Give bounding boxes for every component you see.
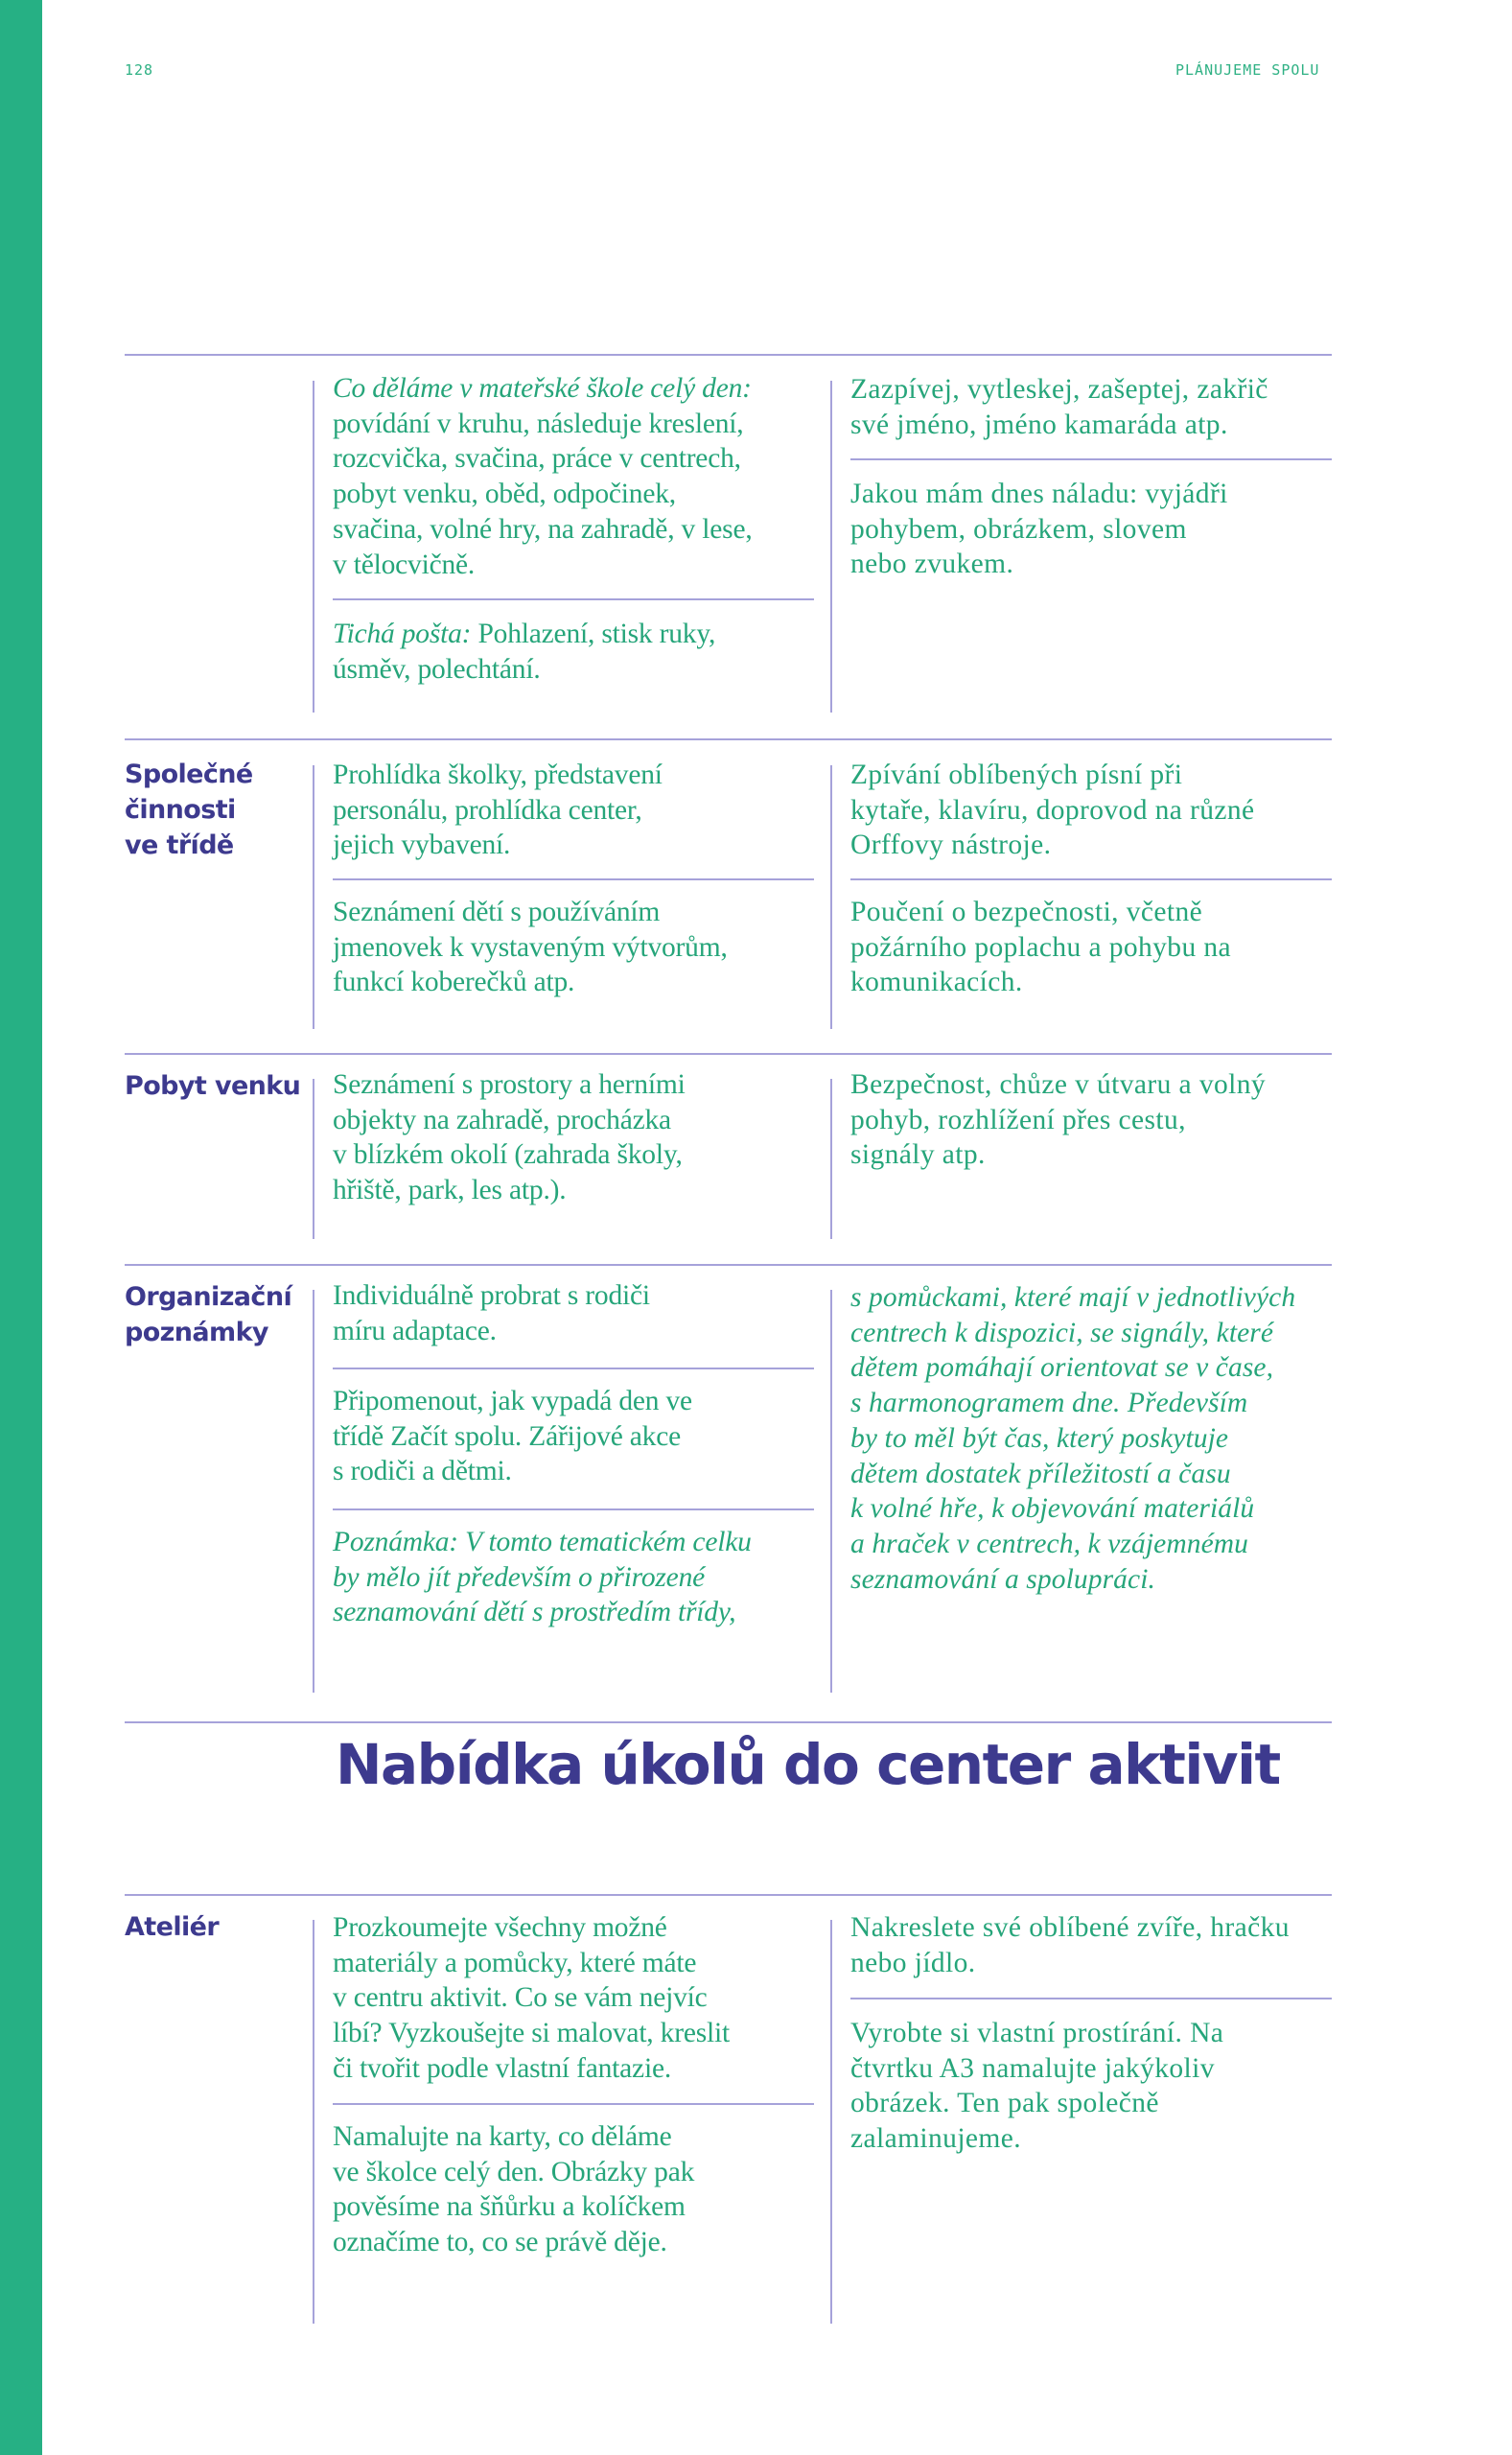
text-line: nebo zvukem. (850, 549, 1014, 580)
section-title: Nabídka úkolů do center aktivit (336, 1732, 1280, 1797)
text-line: Seznámení dětí s používáním (333, 897, 661, 927)
text-line: nebo jídlo. (850, 1947, 976, 1978)
text-line: Individuálně probrat s rodiči (333, 1280, 650, 1311)
text-line: personálu, prohlídka center, (333, 794, 642, 826)
row-rule (125, 1053, 1332, 1055)
text-line: seznamování a spolupráci. (850, 1563, 1155, 1595)
text-line: objekty na zahradě, procházka (333, 1104, 671, 1135)
column-rule (830, 381, 832, 713)
column-rule (830, 1920, 832, 2324)
row-label-spolecne-cinnosti (125, 757, 253, 863)
text-line: míru adaptace. (333, 1315, 497, 1346)
pobyt-seznameni (333, 1067, 686, 1208)
text-line: svačina, volné hry, na zahradě, v lese, (333, 513, 753, 545)
text-line: Co děláme v mateřské škole celý den: (333, 373, 752, 404)
column-rule (313, 381, 314, 713)
intro-daily-routine (333, 371, 753, 582)
row-rule (125, 1894, 1332, 1896)
label-line: ve třídě (125, 830, 234, 860)
text-line: signály atp. (850, 1139, 986, 1171)
text-line: požárního poplachu a pohybu na (850, 931, 1232, 963)
block-divider (333, 2103, 814, 2105)
column-rule (830, 1290, 832, 1693)
text-line: zalaminujeme. (850, 2123, 1022, 2155)
pobyt-bezpecnost (850, 1067, 1266, 1173)
text-line: v centru aktivit. Co se vám nejvíc (333, 1982, 708, 2014)
spolecne-pouceni (850, 895, 1231, 1000)
text-line: Prohlídka školky, představení (333, 760, 663, 790)
column-rule (313, 1920, 314, 2324)
label-line: Společné (125, 760, 253, 789)
text-line: Bezpečnost, chůze v útvaru a volný (850, 1069, 1267, 1100)
organizacni-poznamka (333, 1525, 752, 1630)
text-line: úsměv, polechtání. (333, 653, 541, 685)
column-rule (313, 1079, 314, 1239)
label-line: činnosti (125, 795, 236, 825)
text-line: Namalujte na karty, co děláme (333, 2121, 672, 2152)
text-line: by to měl být čas, který poskytuje (850, 1422, 1229, 1454)
text-line: Vyrobte si vlastní prostírání. Na (850, 2018, 1224, 2048)
text-line: čtvrtku A3 namalujte jakýkoliv (850, 2052, 1215, 2084)
text-line: Poučení o bezpečnosti, včetně (850, 897, 1203, 927)
section-rule (125, 1721, 1332, 1723)
atelier-prozkoumejte (333, 1910, 730, 2087)
organizacni-adaptace (333, 1278, 650, 1348)
spolecne-jmenovky (333, 895, 728, 1000)
text-line: s harmonogramem dne. Především (850, 1388, 1248, 1419)
italic-lead: Tichá pošta: (333, 619, 472, 649)
text-line: Zpívání oblíbených písní při (850, 760, 1183, 790)
block-divider (850, 878, 1332, 880)
atelier-prostirani (850, 2016, 1223, 2157)
row-rule (125, 1264, 1332, 1266)
text-line: rozcvička, svačina, práce v centrech, (333, 443, 741, 475)
organizacni-poznamka-continued (850, 1280, 1295, 1597)
text-line: k volné hře, k objevování materiálů (850, 1493, 1255, 1525)
text-line: povídání v kruhu, následuje kreslení, (333, 408, 744, 439)
text-line: kytaře, klavíru, doprovod na různé (850, 794, 1255, 826)
spolecne-zpivani (850, 758, 1255, 863)
column-rule (830, 765, 832, 1029)
row-label-atelier (125, 1909, 219, 1945)
running-title: PLÁNUJEME SPOLU (1175, 61, 1320, 79)
block-divider (850, 458, 1332, 460)
block-divider (333, 1508, 814, 1510)
text-line: a hraček v centrech, k vzájemnému (850, 1528, 1249, 1559)
text-line: Zazpívej, vytleskej, zašeptej, zakřič (850, 374, 1268, 405)
text-line: líbí? Vyzkoušejte si malovat, kreslit (333, 2018, 730, 2049)
column-rule (313, 1290, 314, 1693)
text-line: Poznámka: V tomto tematickém celku (333, 1527, 752, 1557)
row-label-organizacni-poznamky (125, 1279, 291, 1350)
text-line: hřiště, park, les atp.). (333, 1175, 567, 1206)
text-line: Orffovy nástroje. (850, 830, 1052, 861)
text-line: ve školce celý den. Obrázky pak (333, 2156, 695, 2187)
text-line: centrech k dispozici, se signály, které (850, 1317, 1274, 1348)
text-line: dětem pomáhají orientovat se v čase, (850, 1352, 1274, 1384)
text-line: jejich vybavení. (333, 830, 511, 861)
text-line: Připomenout, jak vypadá den ve (333, 1386, 692, 1416)
block-divider (333, 1368, 814, 1369)
green-side-band (0, 0, 42, 2455)
label-line: Organizační (125, 1282, 292, 1312)
text-line: pobyt venku, oběd, odpočinek, (333, 479, 676, 510)
text-line: s rodiči a dětmi. (333, 1456, 512, 1487)
label-line: Ateliér (125, 1912, 220, 1942)
text-line: Prozkoumejte všechny možné (333, 1912, 667, 1943)
text-line: seznamování dětí s prostředím třídy, (333, 1597, 736, 1628)
text-line: s pomůckami, které mají v jednotlivých (850, 1282, 1296, 1313)
label-line: Pobyt venku (125, 1071, 301, 1101)
organizacni-pripomenout (333, 1384, 692, 1489)
text-line: jmenovek k vystaveným výtvorům, (333, 931, 728, 963)
intro-ticha-posta (333, 617, 715, 687)
text-line: označíme to, co se právě děje. (333, 2227, 667, 2258)
text-line: pohyb, rozhlížení přes cestu, (850, 1104, 1186, 1135)
intro-nalada (850, 477, 1228, 582)
text-line: by mělo jít především o přirozené (333, 1561, 706, 1593)
block-divider (333, 878, 814, 880)
text-line: Seznámení s prostory a herními (333, 1069, 686, 1100)
text-line: v tělocvičně. (333, 549, 476, 580)
text-line: Nakreslete své oblíbené zvíře, hračku (850, 1912, 1290, 1943)
row-rule (125, 354, 1332, 356)
text-line: komunikacích. (850, 967, 1023, 998)
text-line: či tvořit podle vlastní fantazie. (333, 2052, 672, 2084)
atelier-nakreslete (850, 1910, 1290, 1980)
block-divider (850, 1998, 1332, 1999)
text-line: pohybem, obrázkem, slovem (850, 513, 1187, 545)
page-number: 128 (125, 61, 154, 79)
row-rule (125, 738, 1332, 740)
text-line: v blízkém okolí (zahrada školy, (333, 1139, 683, 1171)
text-line: obrázek. Ten pak společně (850, 2088, 1159, 2119)
text-line: funkcí koberečků atp. (333, 967, 575, 998)
text-line: své jméno, jméno kamaráda atp. (850, 409, 1228, 440)
text-line (333, 617, 715, 652)
block-divider (333, 598, 814, 600)
intro-zazpivej (850, 372, 1268, 442)
spolecne-prohlidka (333, 758, 663, 863)
column-rule (313, 765, 314, 1029)
text-line: materiály a pomůcky, které máte (333, 1947, 697, 1978)
text-line: Jakou mám dnes náladu: vyjádři (850, 479, 1228, 509)
text-line: třídě Začít spolu. Zářijové akce (333, 1420, 682, 1452)
atelier-namalujte (333, 2119, 694, 2260)
text-run: Pohlazení, stisk ruky, (471, 619, 716, 649)
column-rule (830, 1079, 832, 1239)
text-line: pověsíme na šňůrku a kolíčkem (333, 2191, 686, 2223)
text-line: dětem dostatek příležitostí a času (850, 1458, 1231, 1489)
label-line: poznámky (125, 1318, 268, 1347)
row-label-pobyt-venku (125, 1068, 300, 1104)
